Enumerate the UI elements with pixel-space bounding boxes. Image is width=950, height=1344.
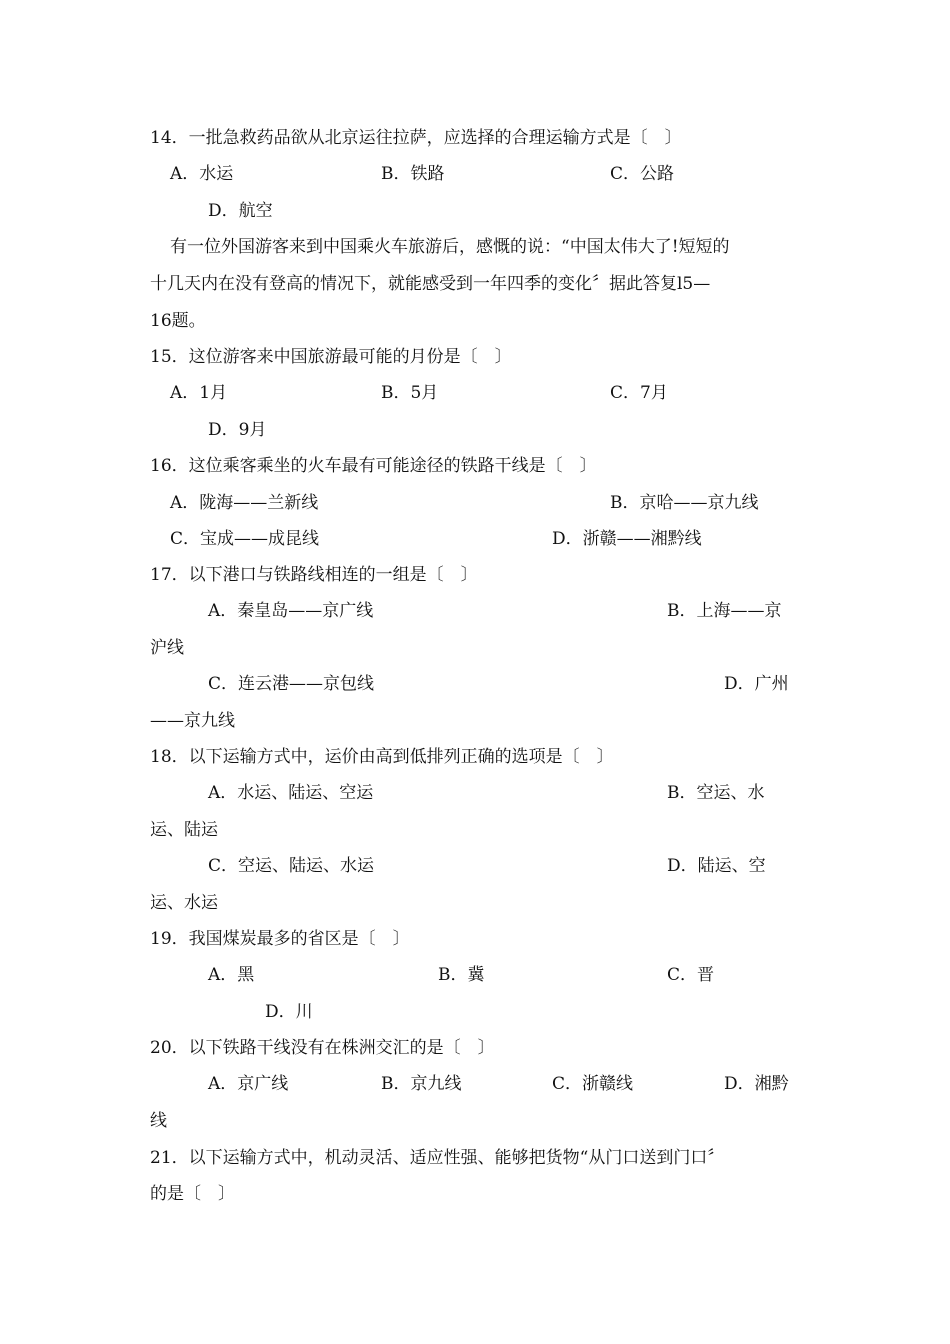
q16-option-c: C．宝成——成昆线 [170,529,320,549]
q14-option-a: A．水运 [170,164,234,184]
q18-option-b-wrap: 运、陆运 [150,820,218,840]
q15-option-d: D．9月 [208,420,267,440]
q17-option-b-wrap: 沪线 [150,638,184,658]
q15-stem: 15．这位游客来中国旅游最可能的月份是〔 〕 [150,347,512,367]
q19-stem: 19．我国煤炭最多的省区是〔 〕 [150,929,410,949]
q17-option-d: D．广州 [724,674,789,694]
q17-option-b: B．上海——京 [667,601,782,621]
q21-stem-line-2: 的是〔 〕 [150,1184,235,1204]
q14-option-d: D．航空 [208,201,273,221]
q16-stem: 16．这位乘客乘坐的火车最有可能途径的铁路干线是〔 〕 [150,456,597,476]
q15-option-c: C．7月 [610,383,668,403]
q14-stem: 14．一批急救药品欲从北京运往拉萨，应选择的合理运输方式是〔 〕 [150,128,682,148]
q20-option-b: B．京九线 [381,1074,462,1094]
q18-option-d-wrap: 运、水运 [150,893,218,913]
q16-option-d: D．浙赣——湘黔线 [552,529,702,549]
q20-stem: 20．以下铁路干线没有在株洲交汇的是〔 〕 [150,1038,495,1058]
q19-option-d: D．川 [265,1002,313,1022]
q18-option-d: D．陆运、空 [667,856,766,876]
q18-stem: 18．以下运输方式中，运价由高到低排列正确的选项是〔 〕 [150,747,614,767]
q18-option-a: A．水运、陆运、空运 [208,783,374,803]
q20-option-d: D．湘黔 [724,1074,789,1094]
q17-option-a: A．秦皇岛——京广线 [208,601,374,621]
q20-option-d-wrap: 线 [150,1111,167,1131]
q14-option-b: B．铁路 [381,164,445,184]
q17-option-d-wrap: ——京九线 [150,711,235,731]
passage-line-1: 有一位外国游客来到中国乘火车旅游后，感慨的说：“中国太伟大了!短短的 [170,237,730,257]
q17-option-c: C．连云港——京包线 [208,674,375,694]
q20-option-c: C．浙赣线 [552,1074,634,1094]
passage-line-3: 16题。 [150,311,206,331]
q16-option-a: A．陇海——兰新线 [170,493,319,513]
q19-option-c: C．晋 [667,965,715,985]
q15-option-b: B．5月 [381,383,439,403]
q19-option-b: B．冀 [438,965,485,985]
q18-option-c: C．空运、陆运、水运 [208,856,375,876]
q16-option-b: B．京哈——京九线 [610,493,759,513]
q15-option-a: A．1月 [170,383,228,403]
q20-option-a: A．京广线 [208,1074,289,1094]
q19-option-a: A．黑 [208,965,255,985]
q18-option-b: B．空运、水 [667,783,765,803]
passage-line-2: 十几天内在没有登高的情况下，就能感受到一年四季的变化〞据此答复l5— [150,274,711,294]
q17-stem: 17．以下港口与铁路线相连的一组是〔 〕 [150,565,478,585]
q14-option-c: C．公路 [610,164,675,184]
q21-stem-line-1: 21．以下运输方式中，机动灵活、适应性强、能够把货物“从门口送到门口〞 [150,1148,725,1168]
